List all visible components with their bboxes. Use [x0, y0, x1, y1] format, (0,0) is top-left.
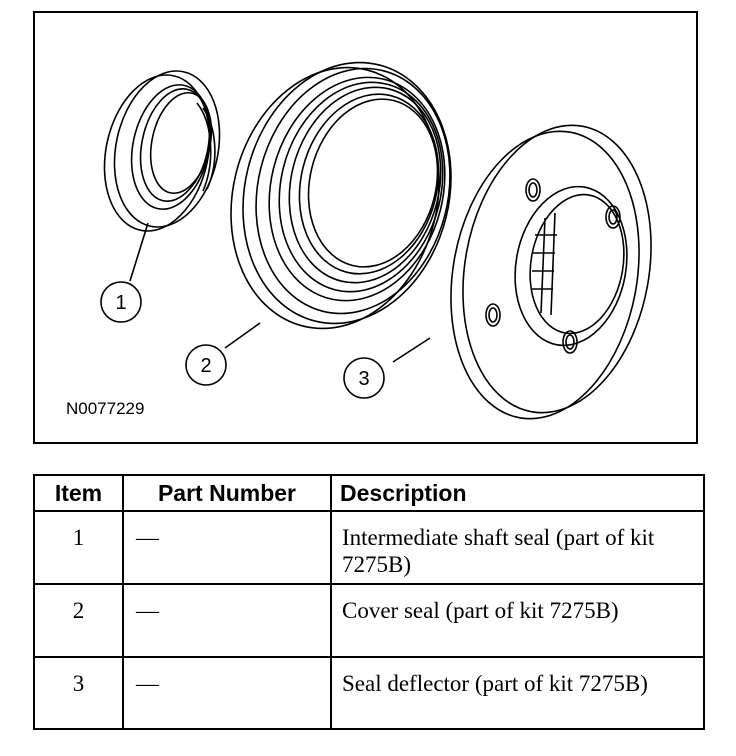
row-description: Seal deflector (part of kit 7275B) [331, 657, 704, 729]
table-row [34, 511, 704, 584]
exploded-parts-figure [33, 11, 698, 444]
callout-3-label: 3 [358, 368, 370, 390]
header-item: Item [34, 475, 123, 511]
row-part-number: — [123, 657, 331, 729]
cover-seal-drawing [204, 40, 478, 351]
row-description: Cover seal (part of kit 7275B) [331, 584, 704, 657]
row-description: Intermediate shaft seal (part of kit 7275B) [331, 511, 704, 584]
header-part-number: Part Number [123, 475, 331, 511]
figure-id: N0077229 [66, 399, 145, 418]
row-item: 3 [34, 657, 123, 729]
callout-3 [344, 358, 384, 398]
callout-2 [186, 345, 226, 385]
header-description: Description [331, 475, 704, 511]
row-part-number: — [123, 511, 331, 584]
callout-1 [101, 282, 141, 322]
leader-line-3 [393, 338, 430, 362]
seal-parts-drawing [35, 13, 696, 442]
callout-2-label: 2 [200, 355, 212, 377]
table-header-row [34, 475, 704, 511]
row-item: 1 [34, 511, 123, 584]
seal-deflector-drawing [429, 110, 673, 434]
intermediate-shaft-seal-drawing [91, 61, 234, 241]
parts-table [33, 474, 705, 730]
table-row [34, 657, 704, 729]
row-item: 2 [34, 584, 123, 657]
leader-line-1 [130, 223, 148, 281]
table-row [34, 584, 704, 657]
leader-line-2 [225, 323, 260, 348]
row-part-number: — [123, 584, 331, 657]
callout-1-label: 1 [115, 292, 127, 314]
